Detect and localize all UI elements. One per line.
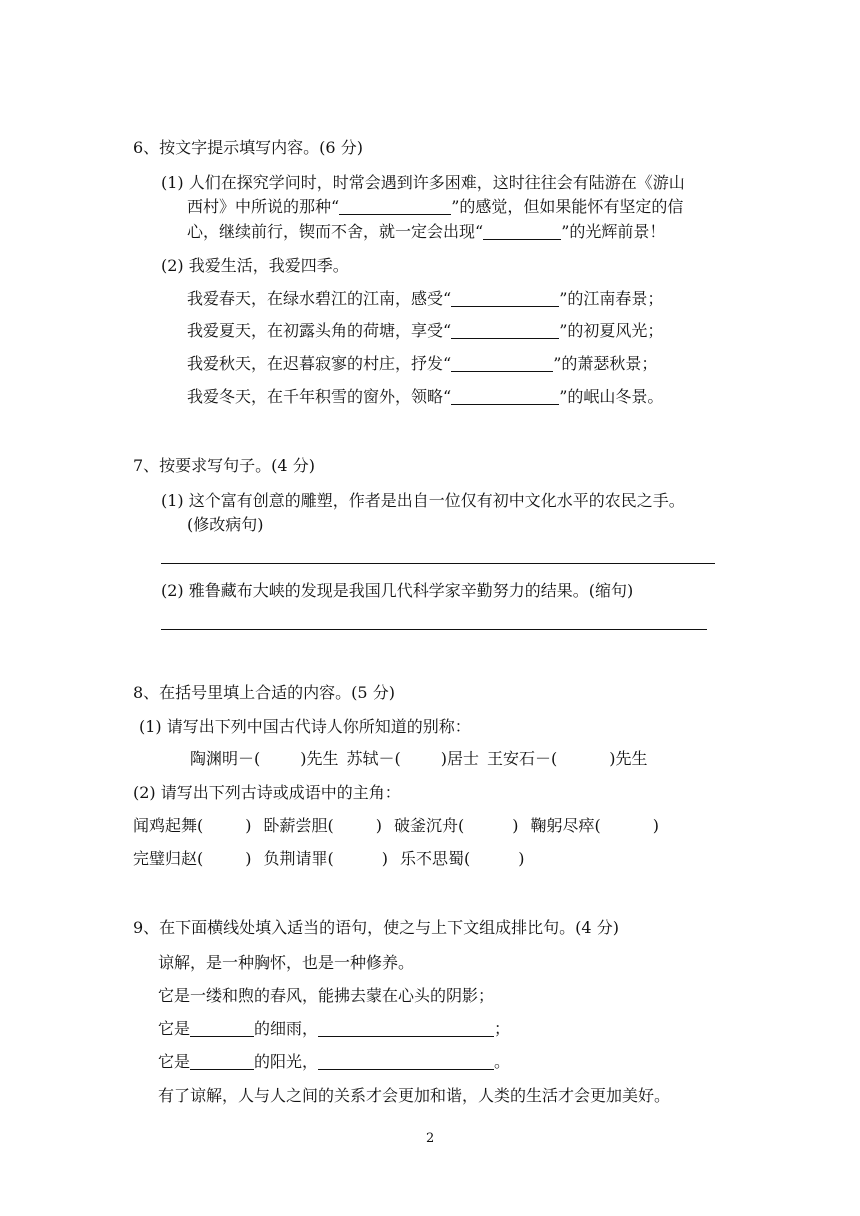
q6-part1-line2 (187, 196, 683, 218)
text: 完璧归赵( (133, 849, 204, 868)
q9-line3 (158, 1018, 510, 1040)
q8-title: 8、在括号里填上合适的内容。(5 分) (133, 683, 395, 702)
text: ) (652, 816, 659, 835)
text: 我爱春天，在绿水碧江的江南，感受“ (187, 289, 452, 308)
q6-summer (187, 320, 663, 342)
q6-spring (187, 288, 663, 310)
fill-blank[interactable] (339, 198, 451, 215)
text: ”的岷山冬景。 (559, 387, 664, 406)
answer-line[interactable] (161, 563, 715, 564)
q9-line1: 谅解，是一种胸怀，也是一种修养。 (158, 953, 415, 972)
text: 陶渊明－( (190, 749, 261, 768)
q6-part2: (2) 我爱生活，我爱四季。 (161, 256, 349, 275)
text: 它是 (158, 1052, 191, 1071)
text: 负荆请罪( (263, 849, 334, 868)
text: ”的感觉，但如果能怀有坚定的信 (451, 197, 684, 216)
text: ) (518, 849, 525, 868)
text: 王安石－( (487, 749, 558, 768)
q6-winter (187, 386, 663, 408)
text: ) (381, 849, 388, 868)
text: )先生 (609, 749, 648, 768)
text: 我爱冬天，在千年积雪的窗外，领略“ (187, 387, 452, 406)
text: ”的萧瑟秋景； (553, 354, 658, 373)
q9-line2: 它是一缕和煦的春风，能拂去蒙在心头的阴影； (158, 986, 495, 1005)
q7-part2: (2) 雅鲁藏布大峡的发现是我国几代科学家辛勤努力的结果。(缩句) (161, 581, 634, 600)
q7-title: 7、按要求写句子。(4 分) (133, 456, 315, 475)
fill-blank[interactable] (318, 1053, 494, 1070)
text: ”的光辉前景！ (561, 222, 666, 241)
text: ) (245, 849, 252, 868)
text: 我爱夏天，在初露头角的荷塘，享受“ (187, 321, 452, 340)
text: ) (245, 816, 252, 835)
q9-line5: 有了谅解，人与人之间的关系才会更加和谐，人类的生活才会更加美好。 (158, 1086, 671, 1105)
text: 我爱秋天，在迟暮寂寥的村庄，抒发“ (187, 354, 452, 373)
text: ”的初夏风光； (559, 321, 664, 340)
text: )居士 (440, 749, 479, 768)
q8-part2: (2) 请写出下列古诗或成语中的主角： (133, 783, 401, 802)
text: 鞠躬尽瘁( (530, 816, 601, 835)
text: ) (375, 816, 382, 835)
text: 的阳光， (254, 1052, 319, 1071)
q6-part1-line1: (1) 人们在探究学问时，时常会遇到许多困难，这时往往会有陆游在《游山 (161, 173, 685, 192)
text: ”的江南春景； (559, 289, 664, 308)
text: 西村》中所说的那种“ (187, 197, 340, 216)
answer-line[interactable] (161, 629, 707, 630)
q7-part1-line2: (修改病句) (187, 515, 264, 534)
fill-blank[interactable] (483, 223, 561, 240)
q7-part1-line1: (1) 这个富有创意的雕塑，作者是出自一位仅有初中文化水平的农民之手。 (161, 491, 685, 510)
fill-blank[interactable] (190, 1020, 254, 1037)
q6-title: 6、按文字提示填写内容。(6 分) (133, 138, 363, 157)
q8-idioms-row2 (133, 848, 525, 870)
text: 的细雨， (254, 1019, 319, 1038)
text: ； (494, 1019, 511, 1038)
text: 卧薪尝胆( (263, 816, 334, 835)
fill-blank[interactable] (451, 388, 559, 405)
fill-blank[interactable] (318, 1020, 494, 1037)
q6-autumn (187, 353, 657, 375)
text: 。 (494, 1052, 511, 1071)
page-number: 2 (426, 1131, 435, 1146)
text: 破釜沉舟( (394, 816, 465, 835)
fill-blank[interactable] (451, 355, 553, 372)
q8-aliases-row (190, 748, 648, 770)
fill-blank[interactable] (451, 322, 559, 339)
text: 心，继续前行，锲而不舍，就一定会出现“ (187, 222, 484, 241)
text: )先生 (300, 749, 339, 768)
fill-blank[interactable] (190, 1053, 254, 1070)
fill-blank[interactable] (451, 290, 559, 307)
text: 乐不思蜀( (400, 849, 471, 868)
q6-part1-line3 (187, 221, 665, 243)
text: 苏轼－( (346, 749, 401, 768)
text: 它是 (158, 1019, 191, 1038)
q9-line4 (158, 1051, 510, 1073)
q8-part1: (1) 请写出下列中国古代诗人你所知道的别称： (139, 717, 471, 736)
text: 闻鸡起舞( (133, 816, 204, 835)
q9-title: 9、在下面横线处填入适当的语句，使之与上下文组成排比句。(4 分) (133, 918, 619, 937)
text: ) (512, 816, 519, 835)
q8-idioms-row1 (133, 815, 659, 837)
